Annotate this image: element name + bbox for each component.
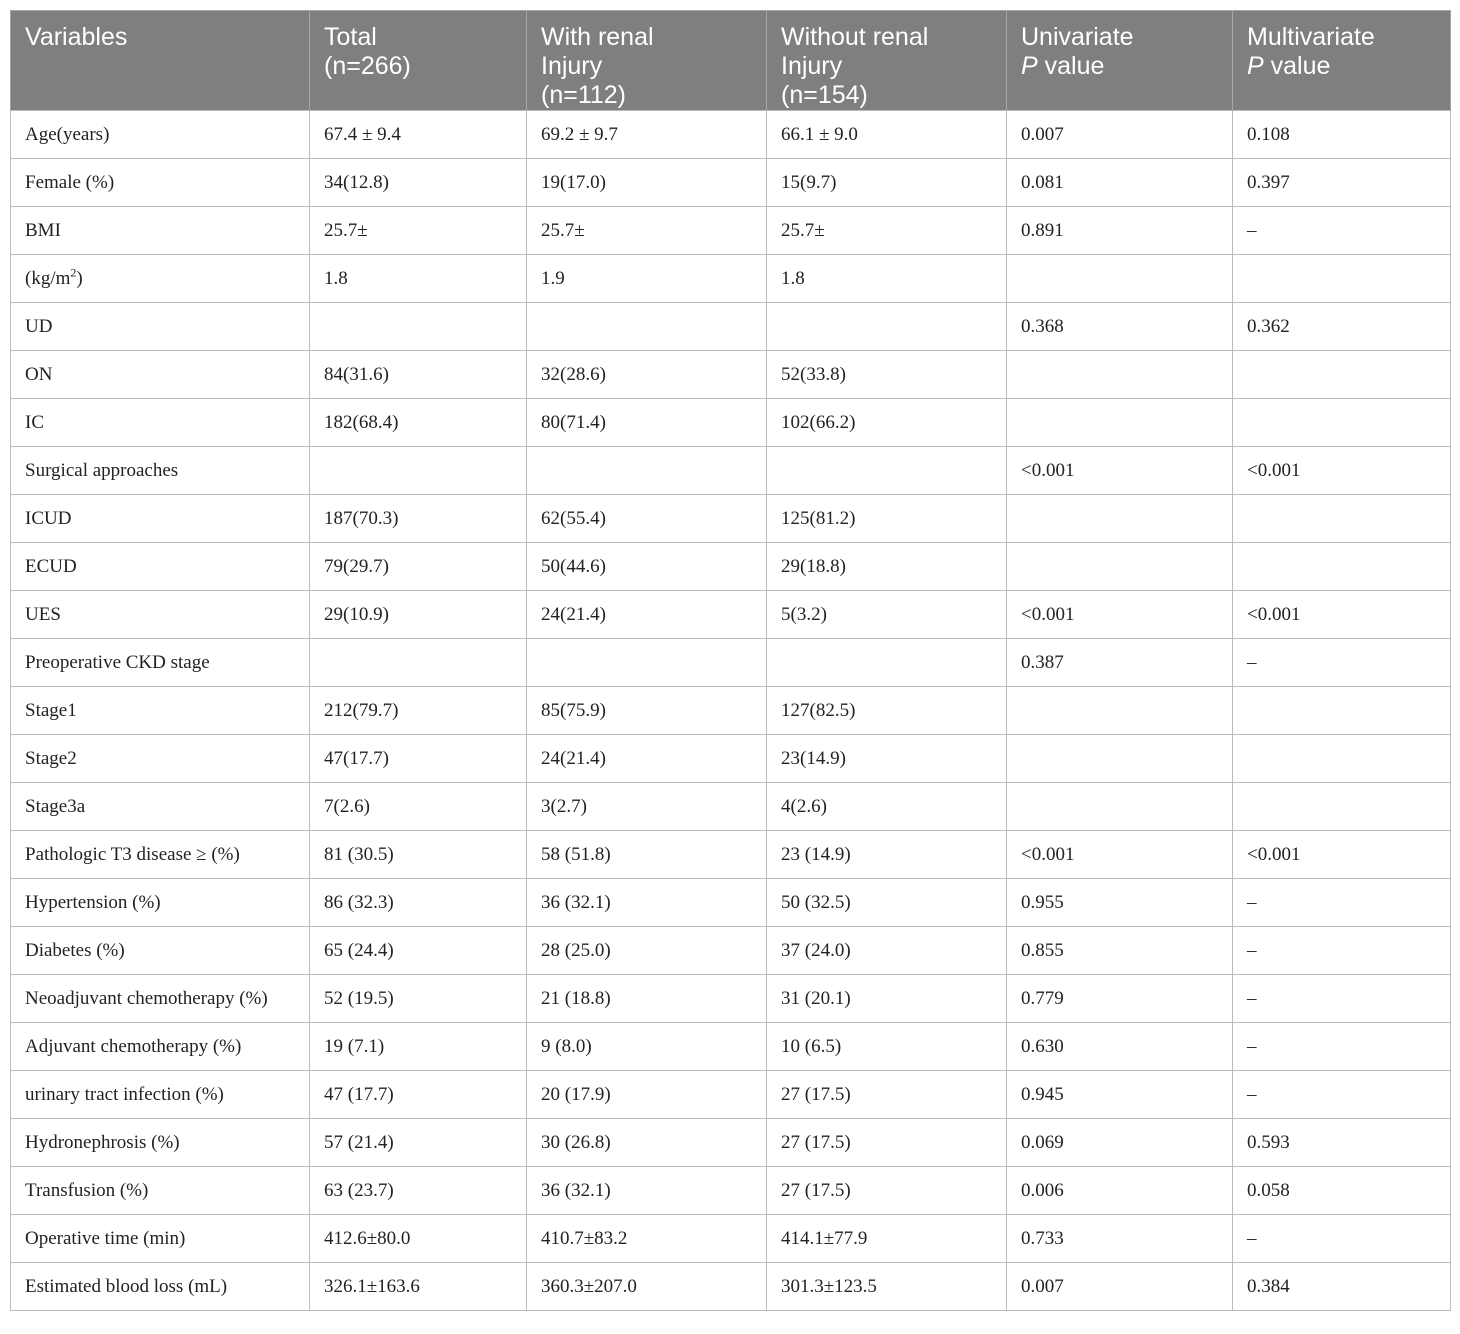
value-cell: 182(68.4) <box>310 399 527 447</box>
value-cell: 50(44.6) <box>527 543 767 591</box>
value-cell: <0.001 <box>1007 447 1233 495</box>
table-header <box>11 11 1451 111</box>
value-cell: 28 (25.0) <box>527 927 767 975</box>
row-label-cell: UD <box>11 303 310 351</box>
value-cell <box>1007 687 1233 735</box>
value-cell: 36 (32.1) <box>527 879 767 927</box>
header-row <box>11 11 1451 111</box>
value-cell: 3(2.7) <box>527 783 767 831</box>
row-label-cell: UES <box>11 591 310 639</box>
value-cell: 57 (21.4) <box>310 1119 527 1167</box>
value-cell: <0.001 <box>1007 831 1233 879</box>
value-cell: 47(17.7) <box>310 735 527 783</box>
value-cell: 127(82.5) <box>767 687 1007 735</box>
column-header-line: Univariate <box>1021 23 1134 51</box>
value-cell: 23 (14.9) <box>767 831 1007 879</box>
row-label-cell: Hydronephrosis (%) <box>11 1119 310 1167</box>
column-header-line: Multivariate <box>1247 23 1375 51</box>
row-label-cell: Stage3a <box>11 783 310 831</box>
value-cell: 30 (26.8) <box>527 1119 767 1167</box>
value-cell: 1.8 <box>767 255 1007 303</box>
row-label-cell: Estimated blood loss (mL) <box>11 1263 310 1311</box>
value-cell: 0.397 <box>1233 159 1451 207</box>
value-cell: <0.001 <box>1007 591 1233 639</box>
value-cell <box>1007 735 1233 783</box>
table-row <box>11 783 1451 831</box>
value-cell: 32(28.6) <box>527 351 767 399</box>
p-symbol: P <box>1021 52 1038 80</box>
value-cell: 29(10.9) <box>310 591 527 639</box>
row-label-cell: urinary tract infection (%) <box>11 1071 310 1119</box>
value-cell: 29(18.8) <box>767 543 1007 591</box>
value-cell: 0.630 <box>1007 1023 1233 1071</box>
value-cell: 10 (6.5) <box>767 1023 1007 1071</box>
column-header-line: (n=154) <box>781 81 868 109</box>
results-table-container <box>10 10 1450 1311</box>
value-cell: 24(21.4) <box>527 735 767 783</box>
value-cell: 63 (23.7) <box>310 1167 527 1215</box>
value-cell <box>1233 495 1451 543</box>
value-cell: 412.6±80.0 <box>310 1215 527 1263</box>
table-row <box>11 1167 1451 1215</box>
value-cell: 67.4 ± 9.4 <box>310 111 527 159</box>
table-row <box>11 1119 1451 1167</box>
value-cell: 0.007 <box>1007 111 1233 159</box>
table-body <box>11 111 1451 1311</box>
table-row <box>11 1263 1451 1311</box>
value-cell <box>310 303 527 351</box>
value-cell: 31 (20.1) <box>767 975 1007 1023</box>
value-cell <box>767 303 1007 351</box>
value-cell: 27 (17.5) <box>767 1167 1007 1215</box>
row-label-cell: Hypertension (%) <box>11 879 310 927</box>
value-cell: 1.8 <box>310 255 527 303</box>
value-cell: 9 (8.0) <box>527 1023 767 1071</box>
table-row <box>11 735 1451 783</box>
value-cell: 0.368 <box>1007 303 1233 351</box>
value-cell: 69.2 ± 9.7 <box>527 111 767 159</box>
table-row <box>11 207 1451 255</box>
row-label-cell: Operative time (min) <box>11 1215 310 1263</box>
value-cell: 1.9 <box>527 255 767 303</box>
table-row <box>11 975 1451 1023</box>
value-cell: 19(17.0) <box>527 159 767 207</box>
value-cell: 19 (7.1) <box>310 1023 527 1071</box>
column-header <box>527 11 767 111</box>
value-cell: 0.058 <box>1233 1167 1451 1215</box>
value-cell: 414.1±77.9 <box>767 1215 1007 1263</box>
value-cell <box>1007 783 1233 831</box>
value-cell: 125(81.2) <box>767 495 1007 543</box>
value-cell <box>1233 783 1451 831</box>
row-label-cell: Stage1 <box>11 687 310 735</box>
row-label-cell: Neoadjuvant chemotherapy (%) <box>11 975 310 1023</box>
row-label-cell: Preoperative CKD stage <box>11 639 310 687</box>
results-table <box>10 10 1451 1311</box>
column-header-line: Injury <box>541 52 603 80</box>
value-cell <box>1007 351 1233 399</box>
value-cell <box>310 447 527 495</box>
value-cell: 301.3±123.5 <box>767 1263 1007 1311</box>
value-cell <box>1233 255 1451 303</box>
table-row <box>11 927 1451 975</box>
table-row <box>11 591 1451 639</box>
value-cell: 0.855 <box>1007 927 1233 975</box>
value-cell: 25.7± <box>767 207 1007 255</box>
value-cell: 25.7± <box>310 207 527 255</box>
value-cell <box>1233 399 1451 447</box>
value-cell <box>527 447 767 495</box>
value-cell: 27 (17.5) <box>767 1071 1007 1119</box>
row-label-cell: Transfusion (%) <box>11 1167 310 1215</box>
value-cell: 0.081 <box>1007 159 1233 207</box>
value-cell: 23(14.9) <box>767 735 1007 783</box>
value-cell: 66.1 ± 9.0 <box>767 111 1007 159</box>
value-cell: – <box>1233 1023 1451 1071</box>
value-cell: 326.1±163.6 <box>310 1263 527 1311</box>
value-cell <box>1233 543 1451 591</box>
table-row <box>11 1215 1451 1263</box>
row-label-cell: IC <box>11 399 310 447</box>
value-cell: 0.108 <box>1233 111 1451 159</box>
value-cell: 58 (51.8) <box>527 831 767 879</box>
value-cell <box>767 639 1007 687</box>
value-cell <box>1233 351 1451 399</box>
value-cell: 65 (24.4) <box>310 927 527 975</box>
value-cell: – <box>1233 639 1451 687</box>
value-cell: 52 (19.5) <box>310 975 527 1023</box>
value-cell: 36 (32.1) <box>527 1167 767 1215</box>
row-label-cell: BMI <box>11 207 310 255</box>
value-cell: 0.007 <box>1007 1263 1233 1311</box>
p-symbol: P <box>1247 52 1264 80</box>
value-cell: 62(55.4) <box>527 495 767 543</box>
table-row <box>11 687 1451 735</box>
value-cell: – <box>1233 879 1451 927</box>
value-cell: 84(31.6) <box>310 351 527 399</box>
value-cell: 20 (17.9) <box>527 1071 767 1119</box>
value-cell <box>1007 495 1233 543</box>
row-label-cell: Age(years) <box>11 111 310 159</box>
column-header-line: (n=266) <box>324 52 411 80</box>
value-cell: 187(70.3) <box>310 495 527 543</box>
column-header-line: Without renal <box>781 23 929 51</box>
table-row <box>11 159 1451 207</box>
row-label-cell: Diabetes (%) <box>11 927 310 975</box>
value-cell: 102(66.2) <box>767 399 1007 447</box>
column-header-line: Variables <box>25 23 128 51</box>
column-header <box>767 11 1007 111</box>
value-cell: 34(12.8) <box>310 159 527 207</box>
table-row <box>11 831 1451 879</box>
value-cell: 85(75.9) <box>527 687 767 735</box>
value-cell: 0.891 <box>1007 207 1233 255</box>
value-cell: – <box>1233 207 1451 255</box>
table-row <box>11 543 1451 591</box>
value-cell: 0.945 <box>1007 1071 1233 1119</box>
value-cell: 0.384 <box>1233 1263 1451 1311</box>
column-header-line: Total <box>324 23 377 51</box>
table-row <box>11 399 1451 447</box>
column-header <box>11 11 310 111</box>
value-cell: <0.001 <box>1233 447 1451 495</box>
value-cell <box>1007 399 1233 447</box>
value-cell <box>1007 255 1233 303</box>
value-cell: 410.7±83.2 <box>527 1215 767 1263</box>
table-row <box>11 639 1451 687</box>
value-cell: – <box>1233 927 1451 975</box>
value-cell: <0.001 <box>1233 591 1451 639</box>
value-cell: <0.001 <box>1233 831 1451 879</box>
row-label-cell: Adjuvant chemotherapy (%) <box>11 1023 310 1071</box>
value-cell <box>527 639 767 687</box>
value-cell: 0.387 <box>1007 639 1233 687</box>
value-cell: 50 (32.5) <box>767 879 1007 927</box>
value-cell: 21 (18.8) <box>527 975 767 1023</box>
row-label-cell: Pathologic T3 disease ≥ (%) <box>11 831 310 879</box>
value-cell: 0.006 <box>1007 1167 1233 1215</box>
value-cell: 5(3.2) <box>767 591 1007 639</box>
column-header <box>1233 11 1451 111</box>
value-cell <box>1233 687 1451 735</box>
row-label-cell: Surgical approaches <box>11 447 310 495</box>
column-header-line: P value <box>1021 52 1105 80</box>
value-cell <box>767 447 1007 495</box>
column-header <box>310 11 527 111</box>
column-header-line: (n=112) <box>541 81 627 109</box>
value-cell <box>310 639 527 687</box>
column-header-line: P value <box>1247 52 1331 80</box>
table-row <box>11 351 1451 399</box>
table-row <box>11 111 1451 159</box>
value-cell: 212(79.7) <box>310 687 527 735</box>
row-label-cell: $(kg/m^2)$ <box>11 255 310 303</box>
value-cell: 81 (30.5) <box>310 831 527 879</box>
value-cell: 0.069 <box>1007 1119 1233 1167</box>
value-cell: 80(71.4) <box>527 399 767 447</box>
value-cell: – <box>1233 1215 1451 1263</box>
value-cell: 0.955 <box>1007 879 1233 927</box>
row-label-cell: ECUD <box>11 543 310 591</box>
column-header-line: With renal <box>541 23 654 51</box>
table-row <box>11 879 1451 927</box>
value-cell: 0.593 <box>1233 1119 1451 1167</box>
value-cell: – <box>1233 975 1451 1023</box>
table-row <box>11 447 1451 495</box>
row-label-cell: ICUD <box>11 495 310 543</box>
value-cell: – <box>1233 1071 1451 1119</box>
value-cell <box>527 303 767 351</box>
table-row <box>11 1071 1451 1119</box>
value-cell: 27 (17.5) <box>767 1119 1007 1167</box>
value-cell: 79(29.7) <box>310 543 527 591</box>
table-row <box>11 255 1451 303</box>
row-label-cell: Female (%) <box>11 159 310 207</box>
table-row <box>11 495 1451 543</box>
value-cell: 0.362 <box>1233 303 1451 351</box>
value-cell: 25.7± <box>527 207 767 255</box>
value-cell: 86 (32.3) <box>310 879 527 927</box>
row-label-cell: ON <box>11 351 310 399</box>
value-cell: 0.733 <box>1007 1215 1233 1263</box>
value-cell: 7(2.6) <box>310 783 527 831</box>
value-cell <box>1007 543 1233 591</box>
value-cell <box>1233 735 1451 783</box>
value-cell: 52(33.8) <box>767 351 1007 399</box>
value-cell: 15(9.7) <box>767 159 1007 207</box>
table-row <box>11 303 1451 351</box>
value-cell: 47 (17.7) <box>310 1071 527 1119</box>
table-row <box>11 1023 1451 1071</box>
value-cell: 37 (24.0) <box>767 927 1007 975</box>
value-cell: 0.779 <box>1007 975 1233 1023</box>
column-header <box>1007 11 1233 111</box>
value-cell: 24(21.4) <box>527 591 767 639</box>
value-cell: 4(2.6) <box>767 783 1007 831</box>
row-label-cell: Stage2 <box>11 735 310 783</box>
value-cell: 360.3±207.0 <box>527 1263 767 1311</box>
column-header-line: Injury <box>781 52 843 80</box>
